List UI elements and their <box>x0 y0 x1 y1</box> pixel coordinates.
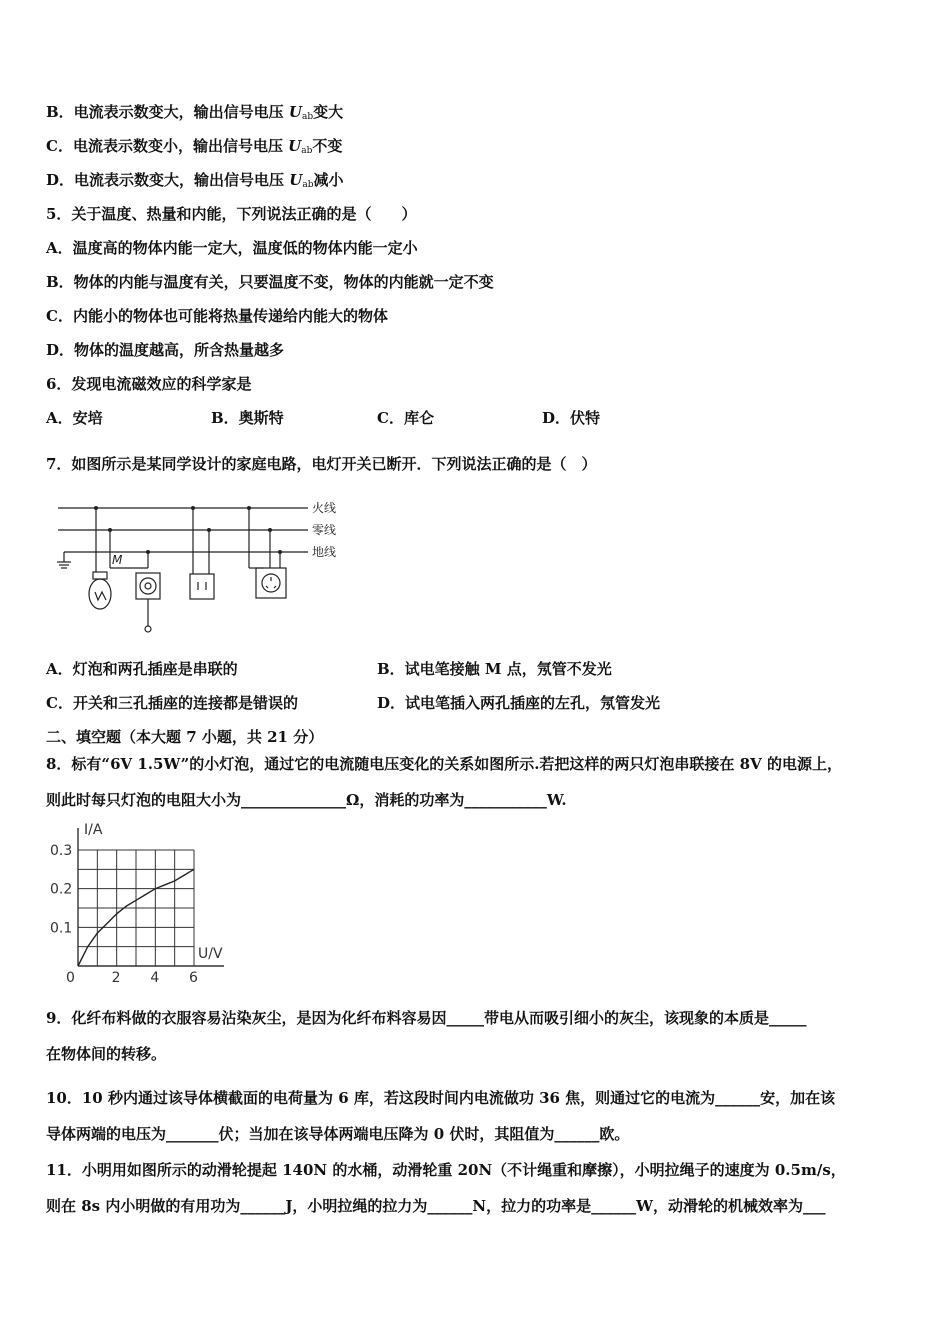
q4-option-b-suffix: 变大 <box>313 103 344 121</box>
x-tick-label: 4 <box>150 970 160 982</box>
voltage-symbol: U <box>289 171 303 189</box>
x-tick-label: 6 <box>189 970 198 982</box>
x-tick-label: 2 <box>111 970 121 982</box>
voltage-subscript: ab <box>302 180 314 190</box>
point-m-label: M <box>112 553 123 567</box>
y-axis-label: I/A <box>84 822 103 838</box>
ground-wire-label: 地线 <box>312 545 337 559</box>
q5-option-b: B．物体的内能与温度有关，只要温度不变，物体的内能就一定不变 <box>46 273 494 291</box>
q10-line-1: 10．10 秒内通过该导体横截面的电荷量为 6 库，若这段时间内电流做功 36 焦，则通过它的电流为______安，加在该 <box>46 1089 836 1107</box>
q6-option-a: A．安培 <box>46 409 103 427</box>
x-tick-label: 0 <box>66 970 75 982</box>
q9-line-1: 9．化纤布料做的衣服容易沾染灰尘，是因为化纤布料容易因_____带电从而吸引细小的灰尘，该现象的本质是_____ <box>46 1009 807 1027</box>
q7-option-c: C．开关和三孔插座的连接都是错误的 <box>46 694 298 712</box>
two-hole-socket <box>190 574 214 599</box>
q4-option-d <box>46 170 343 195</box>
q5-option-a: A．温度高的物体内能一定大，温度低的物体内能一定小 <box>46 239 418 257</box>
q4-option-c-suffix: 不变 <box>312 137 343 155</box>
y-tick-label: 0.2 <box>50 881 73 898</box>
q4-option-c-text: C．电流表示数变小，输出信号电压 <box>46 137 289 155</box>
q4-option-c <box>46 136 342 161</box>
y-tick-label: 0.3 <box>50 843 73 859</box>
voltage-symbol: U <box>288 103 302 121</box>
q5-option-d: D．物体的温度越高，所含热量越多 <box>46 341 285 359</box>
q6-option-b: B．奥斯特 <box>211 409 284 427</box>
q6-option-c: C．库仑 <box>377 409 434 427</box>
q5-stem: 5．关于温度、热量和内能，下列说法正确的是（ ） <box>46 205 417 223</box>
section-heading: 二、填空题（本大题 7 小题，共 21 分） <box>46 728 324 746</box>
bulb-symbol <box>89 579 111 609</box>
q11-line-1: 11．小明用如图所示的动滑轮提起 140N 的水桶，动滑轮重 20N（不计绳重和摩擦），小明拉绳子的速度为 0.5m/s， <box>46 1161 846 1179</box>
live-wire-label: 火线 <box>312 501 337 515</box>
q7-stem: 7．如图所示是某同学设计的家庭电路，电灯开关已断开．下列说法正确的是（ ） <box>46 455 597 473</box>
q8-line-1: 8．标有“6V 1.5W”的小灯泡，通过它的电流随电压变化的关系如图所示.若把这样的两只灯泡串联接在 8V 的电源上， <box>46 755 842 773</box>
three-hole-socket <box>256 568 286 598</box>
q11-line-2: 则在 8s 内小明做的有用功为______J，小明拉绳的拉力为______N，拉力的功率是______W，动滑轮的机械效率为___ <box>46 1197 826 1215</box>
q6-stem: 6．发现电流磁效应的科学家是 <box>46 375 252 393</box>
q4-option-d-text: D．电流表示数变大，输出信号电压 <box>46 171 290 189</box>
neutral-wire-label: 零线 <box>312 523 337 537</box>
q5-option-c: C．内能小的物体也可能将热量传递给内能大的物体 <box>46 307 388 325</box>
q7-option-a: A．灯泡和两孔插座是串联的 <box>46 660 238 678</box>
voltage-subscript: ab <box>301 146 313 156</box>
voltage-symbol: U <box>288 137 302 155</box>
q7-option-d: D．试电笔插入两孔插座的左孔，氖管发光 <box>377 694 661 712</box>
x-axis-label: U/V <box>198 946 223 962</box>
q8-line-2: 则此时每只灯泡的电阻大小为______________Ω，消耗的功率为___________W. <box>46 791 567 809</box>
q6-option-d: D．伏特 <box>542 409 601 427</box>
iv-curve-chart <box>48 822 238 982</box>
y-tick-label: 0.1 <box>50 920 73 937</box>
q4-option-b <box>46 102 343 127</box>
voltage-subscript: ab <box>302 112 314 122</box>
q4-option-d-suffix: 减小 <box>313 171 344 189</box>
q4-option-b-text: B．电流表示数变大，输出信号电压 <box>46 103 289 121</box>
q9-line-2: 在物体间的转移。 <box>46 1045 167 1063</box>
q7-option-b: B．试电笔接触 M 点，氖管不发光 <box>377 660 612 678</box>
home-circuit-diagram <box>50 494 350 639</box>
q10-line-2: 导体两端的电压为_______伏；当加在该导体两端电压降为 0 伏时，其阻值为______欧。 <box>46 1125 630 1143</box>
